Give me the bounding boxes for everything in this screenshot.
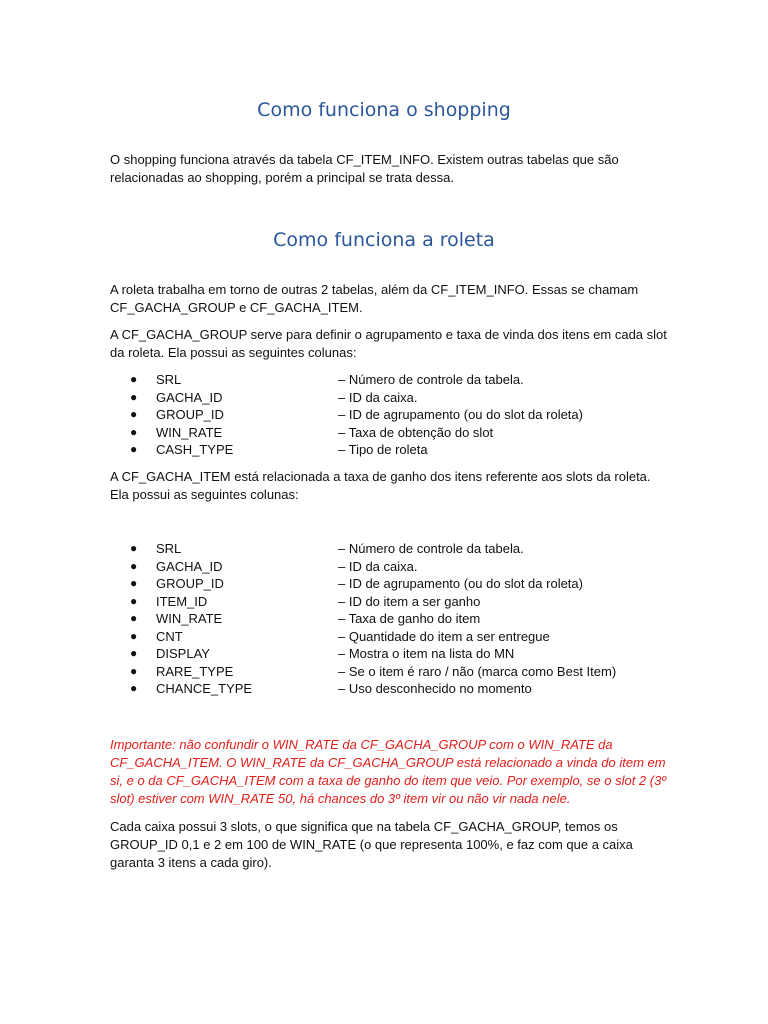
- column-description: – ID da caixa.: [338, 558, 418, 574]
- column-description: – Se o item é raro / não (marca como Best Item): [338, 663, 617, 679]
- shopping-paragraph: O shopping funciona através da tabela CF_ITEM_INFO. Existem outras tabelas que são relacionadas ao shopping, porém a principal se trata dessa.: [110, 152, 619, 185]
- heading-roleta: Como funciona a roleta: [273, 229, 495, 251]
- column-name: GACHA_ID: [156, 558, 223, 574]
- slots-paragraph: Cada caixa possui 3 slots, o que significa que na tabela CF_GACHA_GROUP, temos os GROUP_ID 0,1 e 2 em 100 de WIN_RATE (o que representa 100%, e faz com que a caixa garanta 3 itens a cada giro).: [110, 819, 633, 870]
- list-item: [130, 628, 690, 646]
- column-description: – ID da caixa.: [338, 389, 418, 405]
- list-item: [130, 610, 690, 628]
- list-item: [130, 645, 690, 663]
- column-description: – Número de controle da tabela.: [338, 372, 524, 387]
- list-item: [130, 540, 690, 558]
- column-name: SRL: [156, 541, 182, 556]
- list-item: [130, 558, 690, 576]
- gacha-group-column-list: [130, 371, 690, 459]
- heading-shopping: Como funciona o shopping: [257, 99, 511, 121]
- column-name: CHANCE_TYPE: [156, 681, 253, 696]
- column-name: DISPLAY: [156, 646, 210, 661]
- column-description: – Número de controle da tabela.: [338, 541, 524, 556]
- column-description: – ID de agrupamento (ou do slot da roleta): [338, 576, 583, 591]
- column-name: GROUP_ID: [156, 576, 224, 591]
- gacha-group-paragraph: A CF_GACHA_GROUP serve para definir o agrupamento e taxa de vinda dos itens em cada slot da roleta. Ela possui as seguintes colunas:: [110, 327, 667, 360]
- column-description: – Uso desconhecido no momento: [338, 681, 532, 696]
- bullet-icon: ●: [130, 593, 138, 608]
- list-item: [130, 680, 690, 698]
- bullet-icon: ●: [130, 558, 138, 573]
- bullet-icon: ●: [130, 646, 138, 660]
- list-item: [130, 441, 690, 459]
- column-description: – Taxa de obtenção do slot: [338, 424, 494, 440]
- roleta-intro-paragraph: A roleta trabalha em torno de outras 2 tabelas, além da CF_ITEM_INFO. Essas se chamam CF_GACHA_GROUP e CF_GACHA_ITEM.: [110, 282, 639, 315]
- list-item: [130, 371, 690, 389]
- gacha-item-column-list: [130, 540, 690, 698]
- important-note: Importante: não confundir o WIN_RATE da CF_GACHA_GROUP com o WIN_RATE da CF_GACHA_ITEM. O WIN_RATE da CF_GACHA_GROUP está relacionado a vinda do item em si, e o da CF_GACHA_ITEM com a taxa de ganho do item que veio. Por exemplo, se o slot 2 (3º slot) estiver com WIN_RATE 50, há chances do 3º item vir ou não vir nada nele.: [110, 737, 667, 806]
- column-name: GROUP_ID: [156, 407, 224, 422]
- bullet-icon: ●: [130, 628, 138, 643]
- column-description: – Taxa de ganho do item: [338, 611, 481, 626]
- column-description: – Tipo de roleta: [338, 442, 428, 457]
- bullet-icon: ●: [130, 576, 138, 590]
- column-name: GACHA_ID: [156, 389, 223, 405]
- column-name: ITEM_ID: [156, 593, 208, 609]
- bullet-icon: ●: [130, 541, 138, 555]
- list-item: [130, 663, 690, 681]
- bullet-icon: ●: [130, 424, 138, 439]
- bullet-icon: ●: [130, 663, 138, 678]
- list-item: [130, 424, 690, 442]
- bullet-icon: ●: [130, 611, 138, 625]
- column-description: – Mostra o item na lista do MN: [338, 646, 515, 661]
- list-item: [130, 389, 690, 407]
- gacha-item-paragraph: A CF_GACHA_ITEM está relacionada a taxa de ganho dos itens referente aos slots da roleta. Ela possui as seguintes colunas:: [110, 469, 651, 502]
- column-description: – ID de agrupamento (ou do slot da roleta): [338, 407, 583, 422]
- column-name: RARE_TYPE: [156, 663, 234, 679]
- list-item: [130, 575, 690, 593]
- list-item: [130, 406, 690, 424]
- bullet-icon: ●: [130, 372, 138, 386]
- column-description: – ID do item a ser ganho: [338, 593, 481, 609]
- column-name: WIN_RATE: [156, 611, 223, 626]
- column-name: CASH_TYPE: [156, 442, 234, 457]
- bullet-icon: ●: [130, 389, 138, 404]
- bullet-icon: ●: [130, 407, 138, 421]
- list-item: [130, 593, 690, 611]
- column-name: SRL: [156, 372, 182, 387]
- column-name: CNT: [156, 628, 183, 644]
- bullet-icon: ●: [130, 681, 138, 695]
- column-name: WIN_RATE: [156, 424, 223, 440]
- column-description: – Quantidade do item a ser entregue: [338, 628, 550, 644]
- bullet-icon: ●: [130, 442, 138, 456]
